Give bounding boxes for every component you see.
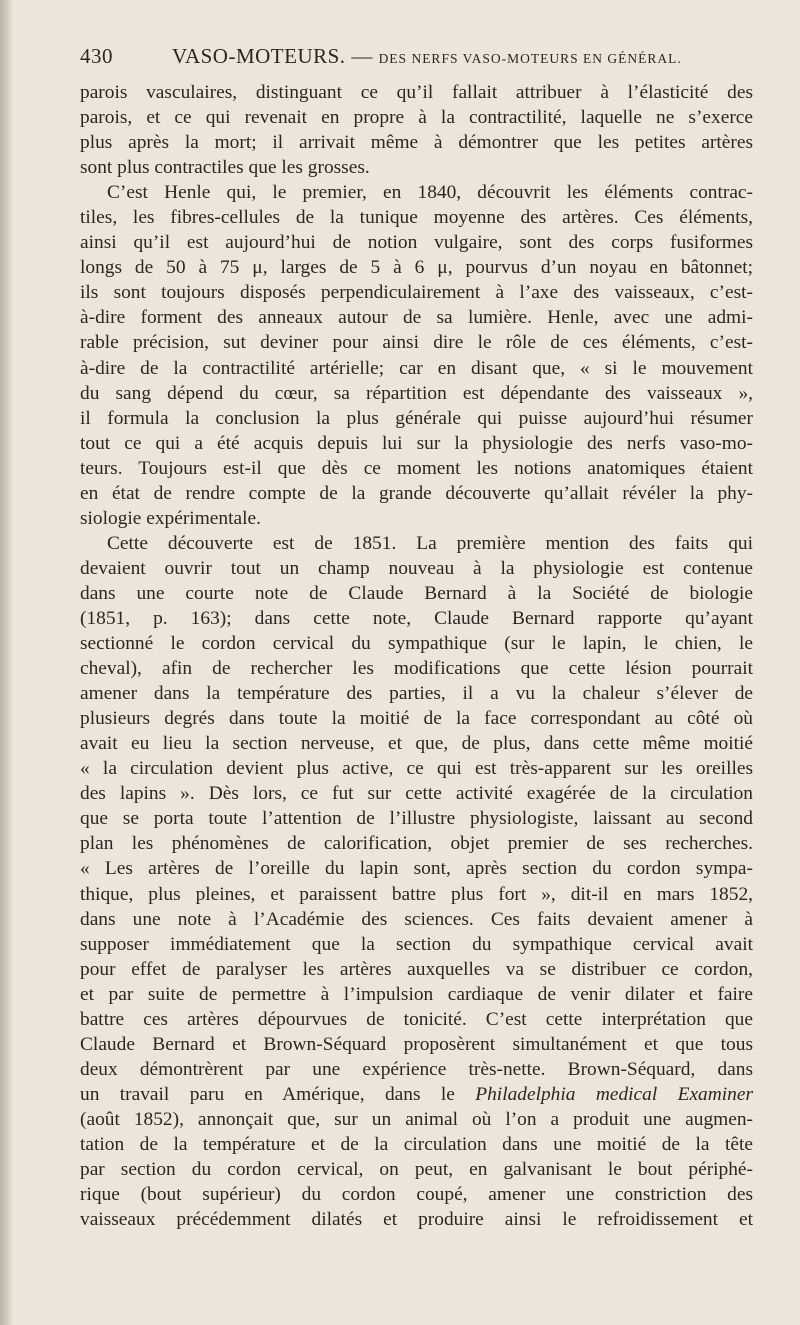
text-line: sont plus contractiles que les grosses. [80,157,370,179]
text-line: en état de rendre compte de la grande découverte qu’allait révéler la phy- [80,482,753,504]
text-line: parois, et ce qui revenait en propre à la contractilité, laquelle ne s’exerce [80,107,753,129]
text-line: amener dans la température des parties, il a vu la chaleur s’élever de [80,683,753,705]
text-line: ils sont toujours disposés perpendiculairement à l’axe des vaisseaux, c’est- [80,282,753,304]
text-line: deux démontrèrent par une expérience très-nette. Brown-Séquard, dans [80,1058,753,1080]
text-line: vaisseaux précédemment dilatés et produire ainsi le refroidissement et [80,1209,753,1231]
text-line: tiles, les fibres-cellules de la tunique moyenne des artères. Ces éléments, [80,207,753,229]
text-line: dans une note à l’Académie des sciences. Ces faits devaient amener à [80,908,753,930]
journal-title: Philadelphia medical Examiner [475,1083,753,1105]
page-gutter-shadow [0,0,14,1325]
text-line: tation de la température et de la circulation dans une moitié de la tête [80,1133,753,1155]
text-line: plan les phénomènes de calorification, objet premier de ses recherches. [80,833,753,855]
text-line: teurs. Toujours est-il que dès ce moment les notions anatomiques étaient [80,457,753,479]
page-header [80,44,760,74]
text-line: C’est Henle qui, le premier, en 1840, découvrit les éléments contrac- [107,182,753,204]
text-line: supposer immédiatement que la section du sympathique cervical avait [80,933,753,955]
running-head [172,44,682,69]
text-line: (1851, p. 163); dans cette note, Claude Bernard rapporte qu’ayant [80,607,753,629]
running-head-main: VASO-MOTEURS. [172,44,346,68]
text-line: rable précision, sut deviner pour ainsi dire le rôle de ces éléments, c’est- [80,332,753,354]
text-line: plusieurs degrés dans toute la moitié de la face correspondant au côté où [80,708,753,730]
text-line: sectionné le cordon cervical du sympathique (sur le lapin, le chien, le [80,633,753,655]
text-line: rique (bout supérieur) du cordon coupé, amener une constriction des [80,1184,753,1206]
text-line: parois vasculaires, distinguant ce qu’il fallait attribuer à l’élasticité des [80,82,753,103]
body-text [80,80,753,1232]
text-line: (août 1852), annonçait que, sur un animal où l’on a produit une augmen- [80,1108,753,1130]
text-line: du sang dépend du cœur, sa répartition est dépendante des vaisseaux », [80,382,753,404]
text-line: et par suite de permettre à l’impulsion cardiaque de venir dilater et faire [80,983,753,1005]
text-line: « Les artères de l’oreille du lapin sont, après section du cordon sympa- [80,858,753,880]
text-line: plus après la mort; il arrivait même à démontrer que les petites artères [80,132,753,154]
text-line: cheval), afin de rechercher les modifications que cette lésion pourrait [80,658,753,680]
text-line-with-citation [80,1082,753,1107]
text-line: « la circulation devient plus active, ce qui est très-apparent sur les oreilles [80,758,753,780]
text-line: thique, plus pleines, et paraissent battre plus fort », dit-il en mars 1852, [80,883,753,905]
text-line: avait eu lieu la section nerveuse, et que, de plus, dans cette même moitié [80,733,753,755]
text-line: ainsi qu’il est aujourd’hui de notion vulgaire, sont des corps fusiformes [80,232,753,254]
text-line: que se porta toute l’attention de l’illustre physiologiste, laissant au second [80,808,753,830]
text-line: tout ce qui a été acquis depuis lui sur la physiologie des nerfs vaso-mo- [80,432,753,454]
running-head-subtitle: DES NERFS VASO-MOTEURS EN GÉNÉRAL. [378,51,682,66]
text-line: par section du cordon cervical, on peut, en galvanisant le bout périphé- [80,1159,753,1181]
text-line: il formula la conclusion la plus générale qui puisse aujourd’hui résumer [80,407,753,429]
text-line: longs de 50 à 75 μ, larges de 5 à 6 μ, pourvus d’un noyau en bâtonnet; [80,257,753,279]
text-segment: un travail paru en Amérique, dans le [80,1083,476,1105]
text-line: des lapins ». Dès lors, ce fut sur cette activité exagérée de la circulation [80,783,753,805]
text-line: Cette découverte est de 1851. La première mention des faits qui [107,532,753,554]
text-line: Claude Bernard et Brown-Séquard proposèrent simultanément et que tous [80,1033,753,1055]
running-head-dash: — [345,44,379,68]
text-line: dans une courte note de Claude Bernard à la Société de biologie [80,582,753,604]
text-line: à-dire forment des anneaux autour de sa lumière. Henle, avec une admi- [80,307,753,329]
text-line: battre ces artères dépourvues de tonicité. C’est cette interprétation que [80,1008,753,1030]
text-line: à-dire de la contractilité artérielle; car en disant que, « si le mouvement [80,357,753,379]
text-line: siologie expérimentale. [80,507,261,529]
text-line: pour effet de paralyser les artères auxquelles va se distribuer ce cordon, [80,958,753,980]
page-number: 430 [80,44,113,68]
text-line: devaient ouvrir tout un champ nouveau à la physiologie est contenue [80,557,753,579]
